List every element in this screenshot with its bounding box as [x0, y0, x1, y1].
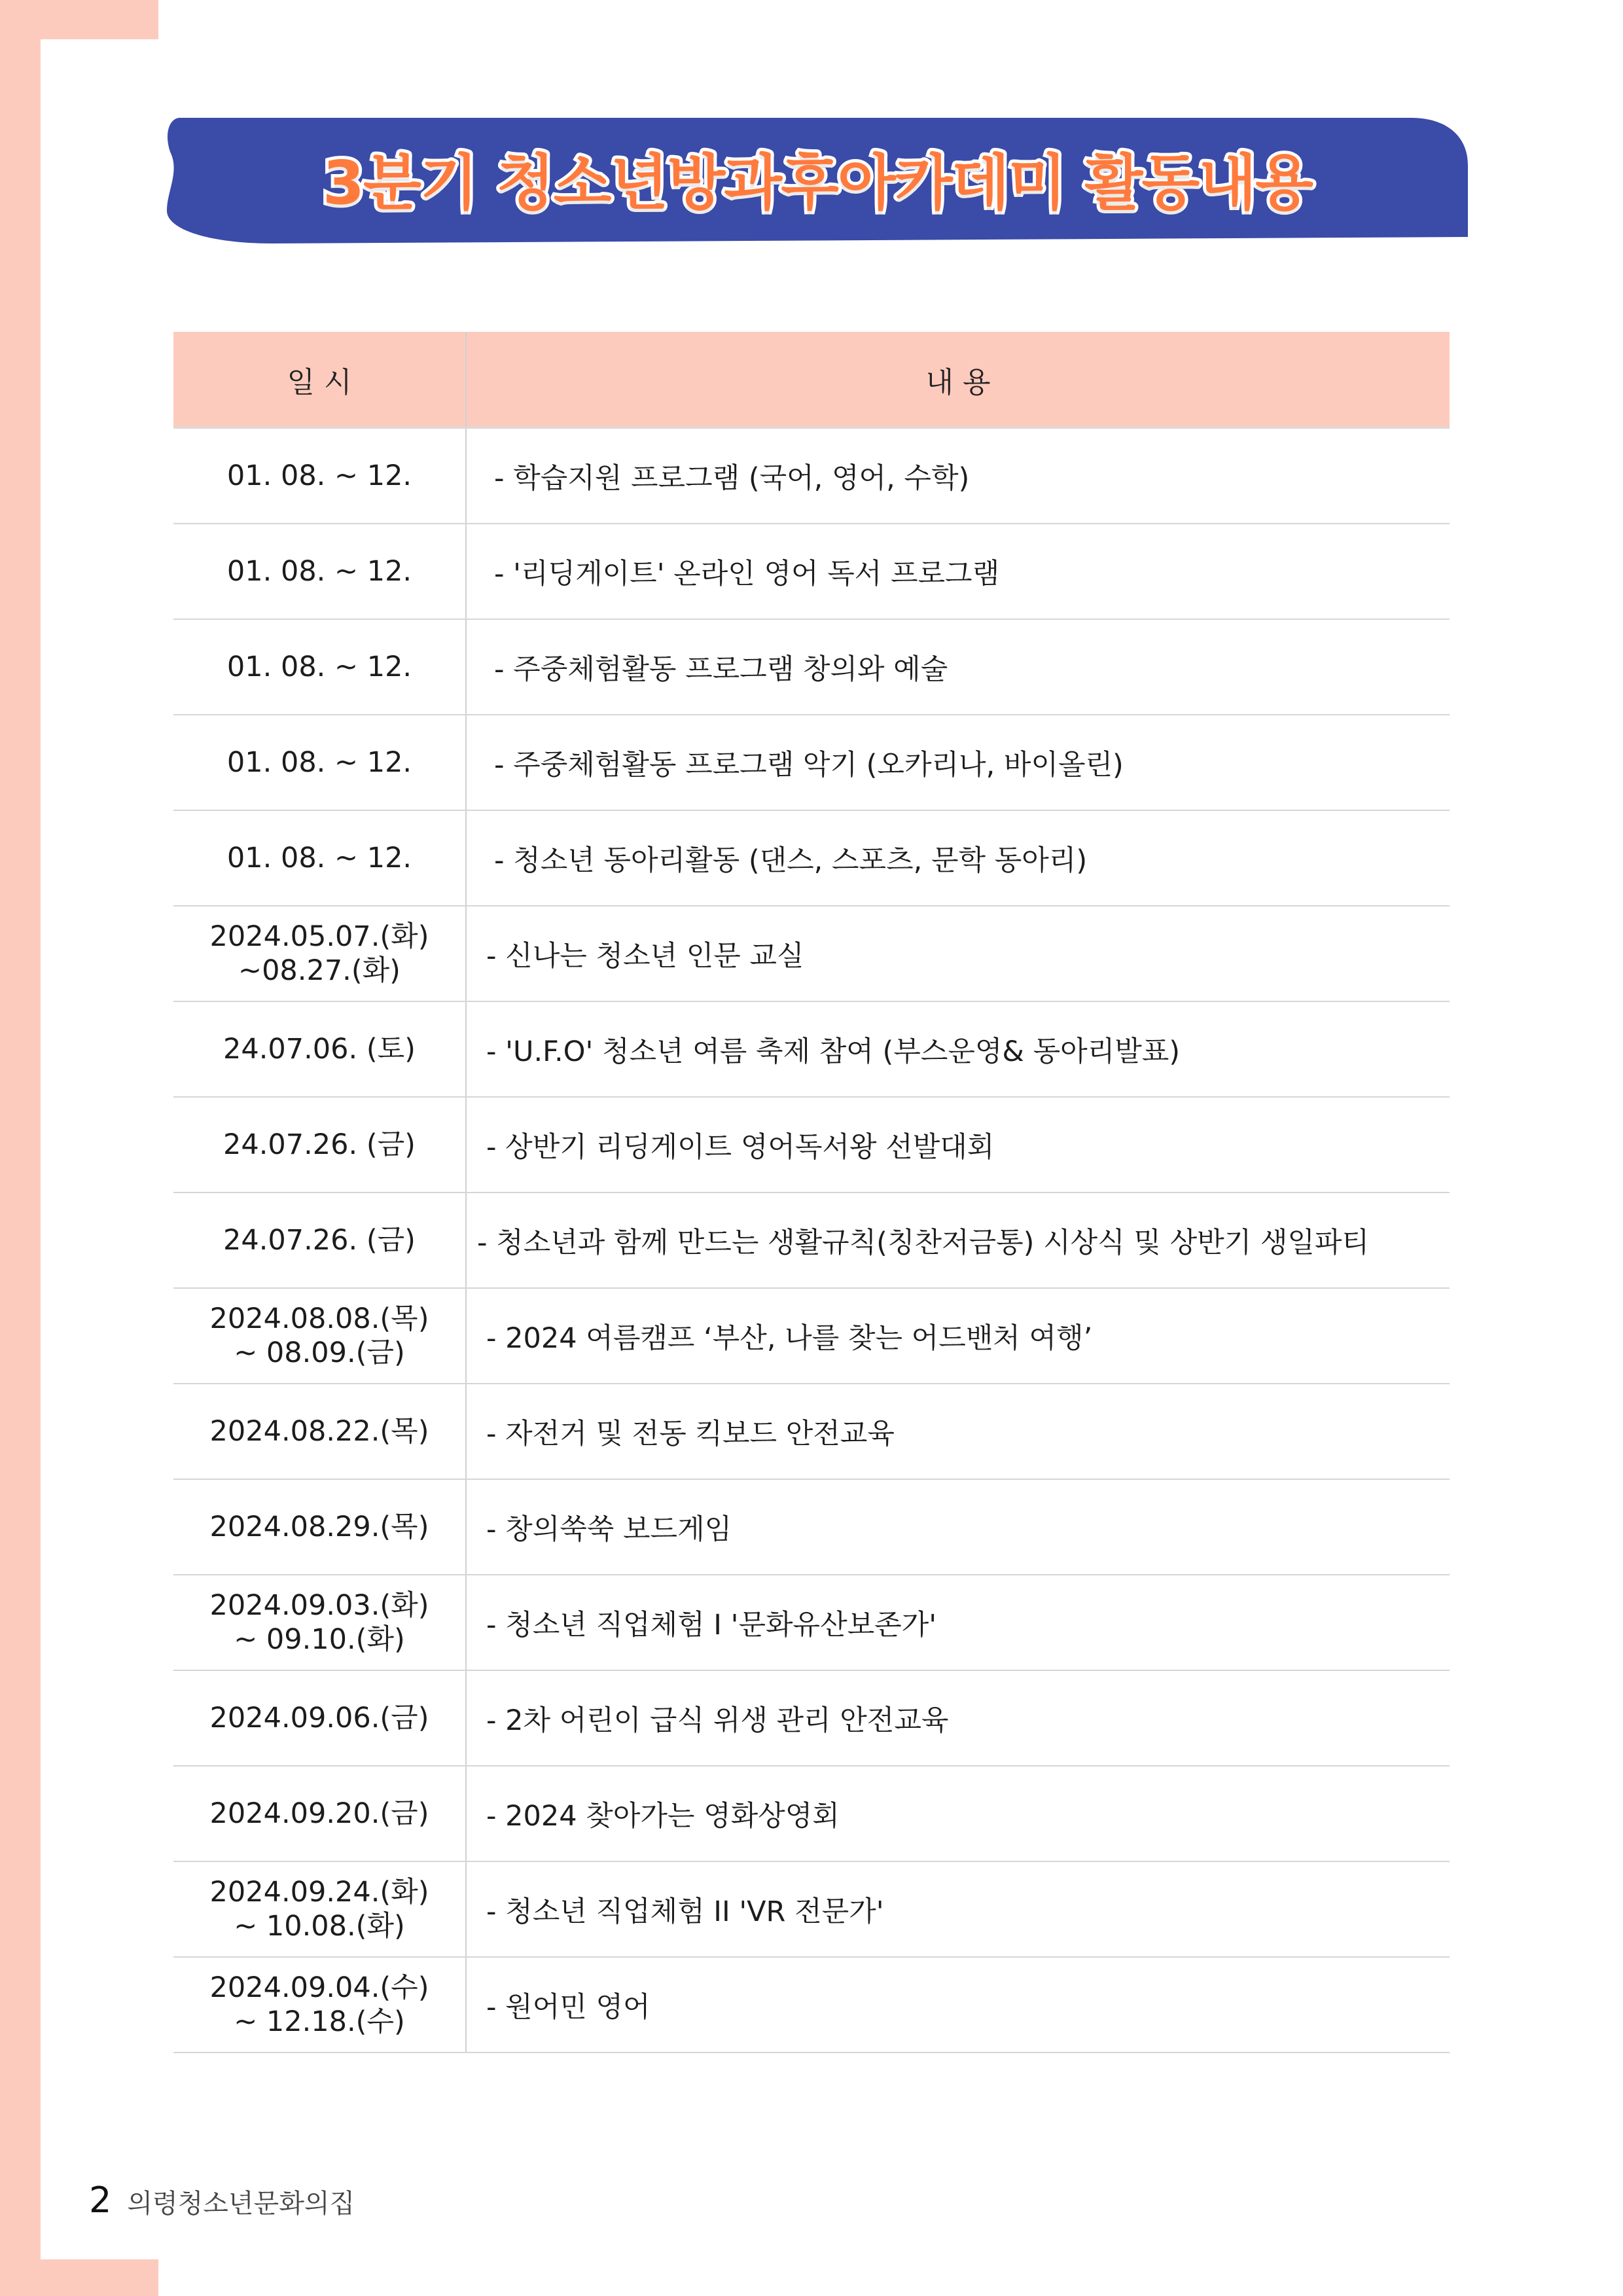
date-cell: [173, 1193, 467, 1287]
title-banner: [167, 113, 1468, 243]
table-body: [173, 429, 1450, 2053]
table-row: [173, 715, 1450, 811]
table-row: [173, 1862, 1450, 1958]
table-row: [173, 906, 1450, 1002]
content-cell: - 청소년 동아리활동 (댄스, 스포츠, 문학 동아리): [494, 844, 1088, 877]
table-row: [173, 1671, 1450, 1767]
date-cell: [173, 1767, 467, 1861]
content-cell: - 학습지원 프로그램 (국어, 영어, 수학): [494, 461, 970, 495]
table-row: [173, 1193, 1450, 1289]
date-line: 2024.09.04.(수): [209, 1971, 429, 2004]
date-cell: [173, 620, 467, 714]
date-line: ~ 08.09.(금): [234, 1336, 405, 1369]
date-line: ~08.27.(화): [238, 954, 401, 987]
content-cell: - 상반기 리딩게이트 영어독서왕 선발대회: [486, 1130, 995, 1164]
date-line: 2024.09.24.(화): [209, 1876, 429, 1909]
decorative-top-tab: [0, 0, 158, 39]
date-line: 01. 08. ~ 12.: [226, 459, 412, 492]
table-row: [173, 1384, 1450, 1480]
table-header: [173, 332, 1450, 429]
date-line: 2024.09.06.(금): [209, 1702, 429, 1734]
content-cell: - 청소년 직업체험 II 'VR 전문가': [486, 1895, 884, 1928]
date-cell: [173, 1958, 467, 2052]
table-row: [173, 1767, 1450, 1862]
content-cell: - 청소년과 함께 만드는 생활규칙(칭찬저금통) 시상식 및 상반기 생일파티: [477, 1226, 1370, 1259]
content-cell: - 'U.F.O' 청소년 여름 축제 참여 (부스운영& 동아리발표): [486, 1035, 1181, 1068]
content-cell: - 신나는 청소년 인문 교실: [486, 939, 804, 973]
table-row: [173, 429, 1450, 524]
content-cell: - 2024 여름캠프 ‘부산, 나를 찾는 어드밴처 여행’: [486, 1321, 1093, 1355]
table-row: [173, 1098, 1450, 1193]
content-cell: - 2차 어린이 급식 위생 관리 안전교육: [486, 1704, 949, 1737]
page-title: 3분기 청소년방과후아카데미 활동내용: [322, 148, 1313, 218]
content-cell: - 창의쑥쑥 보드게임: [486, 1513, 732, 1546]
date-cell: [173, 1002, 467, 1096]
table-row: [173, 524, 1450, 620]
date-line: 2024.09.03.(화): [209, 1589, 429, 1622]
content-cell: - 주중체험활동 프로그램 악기 (오카리나, 바이올린): [494, 748, 1124, 781]
page-number: 2: [89, 2179, 112, 2221]
date-line: 24.07.26. (금): [223, 1128, 416, 1161]
content-cell: - 청소년 직업체험 I '문화유산보존가': [486, 1608, 937, 1641]
content-cell: - 원어민 영어: [486, 1990, 651, 2024]
date-line: 01. 08. ~ 12.: [226, 842, 412, 874]
date-line: 2024.09.20.(금): [209, 1797, 429, 1830]
date-line: 24.07.26. (금): [223, 1224, 416, 1257]
date-cell: [173, 811, 467, 905]
date-cell: [173, 1671, 467, 1765]
column-header-content: 내 용: [925, 365, 991, 399]
content-cell: - '리딩게이트' 온라인 영어 독서 프로그램: [494, 557, 1000, 590]
date-line: 01. 08. ~ 12.: [226, 555, 412, 588]
table-row: [173, 620, 1450, 715]
date-cell: [173, 429, 467, 523]
date-line: 2024.08.29.(목): [209, 1511, 429, 1543]
date-cell: [173, 524, 467, 619]
date-line: ~ 12.18.(수): [234, 2005, 405, 2038]
column-header-date: 일 시: [173, 332, 467, 427]
decorative-left-bar: [0, 0, 41, 2296]
date-line: ~ 09.10.(화): [234, 1623, 405, 1656]
date-line: 2024.08.22.(목): [209, 1415, 429, 1448]
date-line: 24.07.06. (토): [223, 1033, 416, 1066]
table-row: [173, 1480, 1450, 1575]
date-line: 01. 08. ~ 12.: [226, 746, 412, 779]
date-cell: [173, 1384, 467, 1479]
table-row: [173, 811, 1450, 906]
date-cell: [173, 1098, 467, 1192]
date-cell: [173, 1289, 467, 1383]
organization-name: 의령청소년문화의집: [127, 2189, 355, 2219]
content-cell: - 주중체험활동 프로그램 창의와 예술: [494, 653, 948, 686]
date-cell: [173, 1575, 467, 1670]
date-cell: [173, 715, 467, 810]
table-row: [173, 1575, 1450, 1671]
content-cell: - 자전거 및 전동 킥보드 안전교육: [486, 1417, 895, 1450]
date-cell: [173, 1862, 467, 1956]
date-line: 01. 08. ~ 12.: [226, 651, 412, 683]
date-line: 2024.05.07.(화): [209, 920, 429, 953]
table-row: [173, 1958, 1450, 2053]
content-cell: - 2024 찾아가는 영화상영회: [486, 1799, 840, 1833]
decorative-bottom-tab: [0, 2259, 158, 2296]
date-cell: [173, 906, 467, 1001]
table-row: [173, 1002, 1450, 1098]
activity-table: [173, 332, 1450, 2053]
date-line: ~ 10.08.(화): [234, 1910, 405, 1943]
date-line: 2024.08.08.(목): [209, 1302, 429, 1335]
date-cell: [173, 1480, 467, 1574]
page-footer: [89, 2179, 355, 2221]
table-row: [173, 1289, 1450, 1384]
